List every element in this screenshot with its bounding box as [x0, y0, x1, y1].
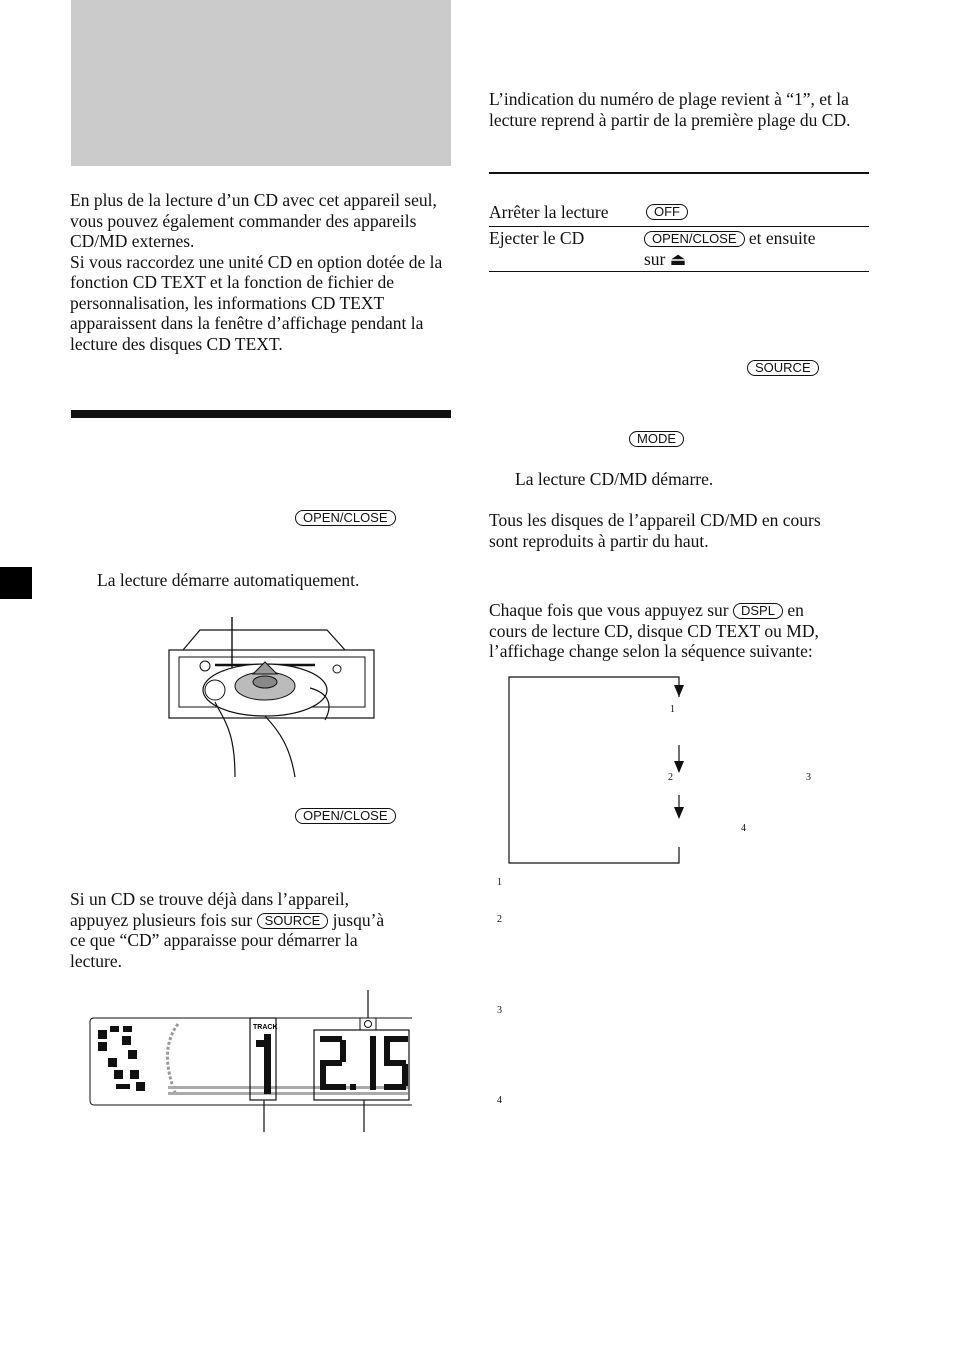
table-row-eject: Ejecter le CD — [489, 228, 585, 248]
section-rule — [71, 410, 451, 418]
footnote-1: 1 — [497, 877, 502, 888]
display-sequence-diagram — [505, 675, 845, 870]
time-digits — [320, 1036, 408, 1090]
side-tab — [0, 567, 32, 599]
section-header-box — [71, 0, 451, 166]
track-digit — [256, 1034, 271, 1094]
footnote-4: 4 — [497, 1095, 502, 1106]
display-panel-illustration — [88, 990, 418, 1135]
seq-mark-1: 1 — [670, 704, 675, 715]
open-close-key-1[interactable]: OPEN/CLOSE — [295, 510, 396, 528]
cdmd-start-text: La lecture CD/MD démarre. — [515, 469, 714, 489]
autostart-text: La lecture démarre automatiquement. — [97, 570, 360, 590]
cd-insert-illustration — [165, 612, 380, 782]
all-discs-paragraph: Tous les disques de l’appareil CD/MD en cours sont reproduits à partir du haut. — [489, 510, 821, 551]
open-close-key-2[interactable]: OPEN/CLOSE — [295, 808, 396, 826]
seq-mark-4: 4 — [741, 823, 746, 834]
dspl-paragraph: Chaque fois que vous appuyez sur DSPL en cours de lecture CD, disque CD TEXT ou MD, l’affichage change selon la séquence suivante: — [489, 600, 819, 661]
seq-mark-2: 2 — [668, 772, 673, 783]
table-top-rule — [489, 172, 869, 174]
intro-paragraph: En plus de la lecture d’un CD avec cet appareil seul, vous pouvez également commander des appareils CD/MD externes. Si vous raccordez une unité CD en option dotée de la fonction CD TEXT et la fonction de fichier de personnalisation, les informations CD TEXT apparaissent dans la fenêtre d’affichage pendant la lecture des disques CD TEXT. — [70, 190, 443, 354]
off-key[interactable]: OFF — [646, 204, 688, 222]
source-key-right[interactable]: SOURCE — [747, 360, 819, 378]
track-reset-paragraph: L’indication du numéro de plage revient à “1”, et la lecture reprend à partir de la première plage du CD. — [489, 89, 851, 130]
table-bottom-rule — [489, 271, 869, 272]
footnote-2: 2 — [497, 914, 502, 925]
footnote-3: 3 — [497, 1005, 502, 1016]
seq-mark-3: 3 — [806, 772, 811, 783]
already-in-paragraph: Si un CD se trouve déjà dans l’appareil, appuyez plusieurs fois sur SOURCE jusqu’à ce que “CD” apparaisse pour démarrer la lecture. — [70, 889, 385, 971]
mode-key[interactable]: MODE — [629, 431, 684, 449]
eject-instruction: OPEN/CLOSE et ensuite sur ⏏ — [644, 228, 816, 269]
table-mid-rule — [489, 226, 869, 227]
dspl-key[interactable]: DSPL — [733, 603, 783, 619]
cd-source-lcd — [98, 1026, 145, 1091]
table-row-stop: Arrêter la lecture — [489, 202, 609, 222]
track-label: TRACK — [253, 1024, 278, 1031]
source-key[interactable]: SOURCE — [257, 913, 329, 929]
open-close-key-3[interactable]: OPEN/CLOSE — [644, 231, 745, 247]
